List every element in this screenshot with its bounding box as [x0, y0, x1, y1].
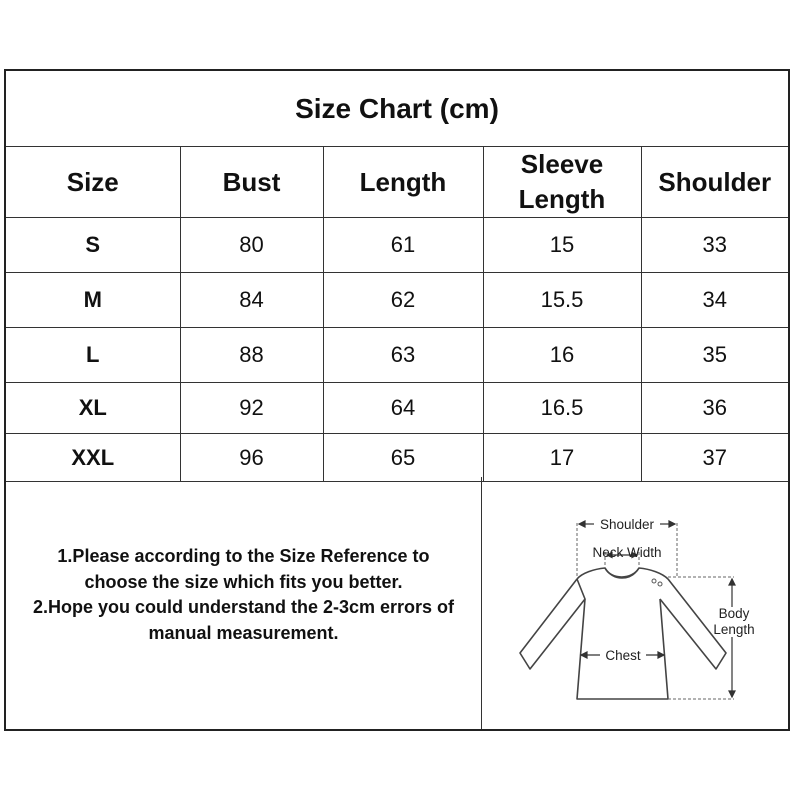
cell-bust: 92 — [180, 383, 323, 434]
chest-label: Chest — [605, 648, 641, 663]
neck-width-label: Neck Width — [592, 545, 662, 560]
table-row — [6, 328, 788, 383]
cell-sleeve: 16 — [483, 328, 641, 383]
cell-size: M — [6, 273, 180, 328]
header-shoulder: Shoulder — [641, 147, 788, 218]
cell-length: 63 — [323, 328, 483, 383]
cell-length: 62 — [323, 273, 483, 328]
table-row — [6, 218, 788, 273]
cell-size: XL — [6, 383, 180, 434]
cell-shoulder: 37 — [641, 434, 788, 482]
header-bust: Bust — [180, 147, 323, 218]
cell-sleeve: 16.5 — [483, 383, 641, 434]
title-row — [6, 71, 788, 147]
cell-shoulder: 35 — [641, 328, 788, 383]
header-size: Size — [6, 147, 180, 218]
cell-length: 61 — [323, 218, 483, 273]
size-chart — [4, 69, 790, 731]
header-sleeve-line2: Length — [518, 184, 606, 214]
table-row — [6, 383, 788, 434]
cell-sleeve: 15.5 — [483, 273, 641, 328]
cell-bust: 96 — [180, 434, 323, 482]
cell-shoulder: 36 — [641, 383, 788, 434]
shoulder-label: Shoulder — [599, 517, 655, 532]
button-dots-icon — [652, 579, 662, 586]
table-row — [6, 273, 788, 328]
measurement-diagram-panel — [482, 477, 788, 729]
notes-text — [33, 544, 454, 646]
cell-length: 65 — [323, 434, 483, 482]
cell-length: 64 — [323, 383, 483, 434]
table-row — [6, 434, 788, 482]
size-table — [6, 147, 788, 482]
notes-panel — [6, 477, 482, 729]
body-length-label-line2: Length — [713, 622, 755, 637]
header-row — [6, 147, 788, 218]
cell-bust: 80 — [180, 218, 323, 273]
chart-title: Size Chart (cm) — [295, 92, 499, 124]
note-line-1: 1.Please according to the Size Reference to — [57, 546, 430, 566]
cell-sleeve: 17 — [483, 434, 641, 482]
cell-bust: 88 — [180, 328, 323, 383]
cell-bust: 84 — [180, 273, 323, 328]
shirt-diagram — [482, 477, 788, 729]
note-line-2: choose the size which fits you better. — [84, 571, 403, 592]
cell-size: S — [6, 218, 180, 273]
cell-sleeve: 15 — [483, 218, 641, 273]
cell-shoulder: 34 — [641, 273, 788, 328]
header-length: Length — [323, 147, 483, 218]
note-line-4: manual measurement. — [148, 622, 339, 643]
header-sleeve-line1: Sleeve — [520, 149, 604, 179]
note-line-3: 2.Hope you could understand the 2-3cm errors of — [32, 597, 455, 617]
cell-size: L — [6, 328, 180, 383]
body-length-label-line1: Body — [718, 606, 750, 621]
cell-size: XXL — [6, 434, 180, 482]
cell-shoulder: 33 — [641, 218, 788, 273]
shirt-outline-icon — [520, 568, 726, 699]
header-sleeve-length — [483, 147, 641, 218]
